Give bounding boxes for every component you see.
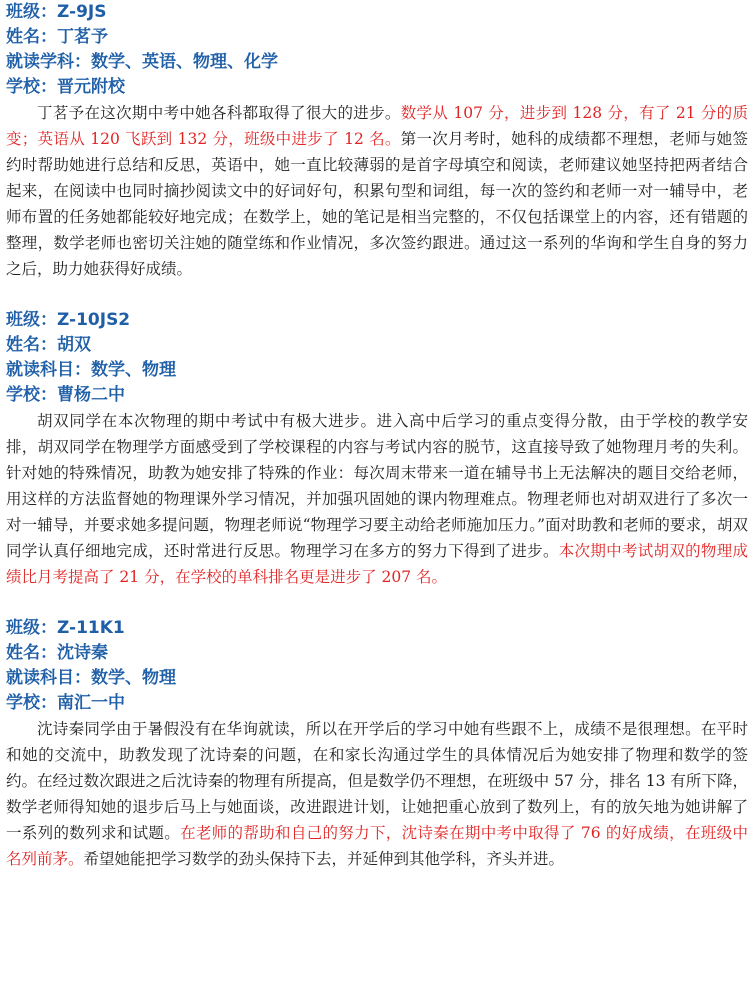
school-label: 学校： [6, 77, 57, 97]
name-label: 姓名： [6, 27, 57, 47]
paragraph-segment: 希望她能把学习数学的劲头保持下去，并延伸到其他学科，齐头并进。 [83, 850, 565, 868]
school-value: 南汇一中 [57, 693, 125, 713]
school-value: 晋元附校 [57, 77, 125, 97]
class-line [6, 308, 748, 333]
school-value: 曹杨二中 [57, 385, 125, 405]
subject-value: 数学、英语、物理、化学 [91, 52, 278, 72]
paragraph-highlight: 数学从 107 分，进步到 128 分，有了 21 分的质变；英语从 120 飞跃到 132 分，班级中进步了 12 名。 [6, 104, 748, 148]
paragraph-segment: 胡双同学在本次物理的期中考试中有极大进步。进入高中后学习的重点变得分散，由于学校的教学安排，胡双同学在物理学方面感受到了学校课程的内容与考试内容的脱节，这直接导致了她物理月考的失利。针对她的特殊情况，助教为她安排了特殊的作业：每次周末带来一道在辅导书上无法解决的题目交给老师，用这样的方法监督她的物理课外学习情况，并加强巩固她的课内物理难点。物理老师也对胡双进行了多次一对一辅导，并要求她多提问题，物理老师说“物理学习要主动给老师施加压力。”面对助教和老师的要求，胡双同学认真仔细地完成，还时常进行反思。物理学习在多方的努力下得到了进步。 [6, 412, 748, 560]
name-label: 姓名： [6, 643, 57, 663]
subject-label: 就读学科： [6, 52, 91, 72]
school-line [6, 691, 748, 716]
subject-line [6, 358, 748, 383]
subject-line [6, 666, 748, 691]
paragraph-segment: 第一次月考时，她科的成绩都不理想，老师与她签约时帮助她进行总结和反思，英语中，她一直比较薄弱的是首字母填空和阅读，老师建议她坚持把两者结合起来，在阅读中也同时摘抄阅读文中的好词好句，积累句型和词组，每一次的签约和老师一对一辅导中，老师布置的任务她都能较好地完成；在数学上，她的笔记是相当完整的，不仅包括课堂上的内容，还有错题的整理，数学老师也密切关注她的随堂练和作业情况，多次签约跟进。通过这一系列的华询和学生自身的努力之后，助力她获得好成绩。 [6, 130, 748, 278]
record-paragraph [6, 408, 748, 590]
class-label: 班级： [6, 2, 57, 22]
subject-value: 数学、物理 [91, 668, 176, 688]
class-value: Z-9JS [57, 2, 107, 22]
subject-label: 就读科目： [6, 668, 91, 688]
school-label: 学校： [6, 385, 57, 405]
paragraph-highlight: 在老师的帮助和自己的努力下，沈诗秦在期中考中取得了 76 的好成绩，在班级中名列前茅。 [6, 824, 748, 868]
record-paragraph [6, 100, 748, 282]
paragraph-segment: 沈诗秦同学由于暑假没有在华询就读，所以在开学后的学习中她有些跟不上，成绩不是很理想。在平时和她的交流中，助教发现了沈诗秦的问题，在和家长沟通过学生的具体情况后为她安排了物理和数学的签约。在经过数次跟进之后沈诗秦的物理有所提高，但是数学仍不理想，在班级中 57 分，排名 13 有所下降，数学老师得知她的退步后马上与她面谈，改进跟进计划，让她把重心放到了数列上，有的放矢地为她讲解了一系列的数列求和试题。 [6, 720, 748, 842]
class-label: 班级： [6, 618, 57, 638]
class-line [6, 616, 748, 641]
paragraph-segment: 丁茗予在这次期中考中她各科都取得了很大的进步。 [37, 104, 401, 122]
school-label: 学校： [6, 693, 57, 713]
subject-label: 就读科目： [6, 360, 91, 380]
document-page [6, 0, 748, 872]
school-line [6, 383, 748, 408]
name-line [6, 25, 748, 50]
class-line [6, 0, 748, 25]
subject-value: 数学、物理 [91, 360, 176, 380]
student-record [6, 308, 748, 590]
subject-line [6, 50, 748, 75]
student-record [6, 616, 748, 872]
class-value: Z-11K1 [57, 618, 125, 638]
name-value: 胡双 [57, 335, 91, 355]
name-line [6, 333, 748, 358]
name-value: 沈诗秦 [57, 643, 108, 663]
name-line [6, 641, 748, 666]
student-record [6, 0, 748, 282]
record-paragraph [6, 716, 748, 872]
name-label: 姓名： [6, 335, 57, 355]
school-line [6, 75, 748, 100]
name-value: 丁茗予 [57, 27, 108, 47]
class-value: Z-10JS2 [57, 310, 131, 330]
paragraph-highlight: 本次期中考试胡双的物理成绩比月考提高了 21 分，在学校的单科排名更是进步了 207 名。 [6, 542, 748, 586]
class-label: 班级： [6, 310, 57, 330]
